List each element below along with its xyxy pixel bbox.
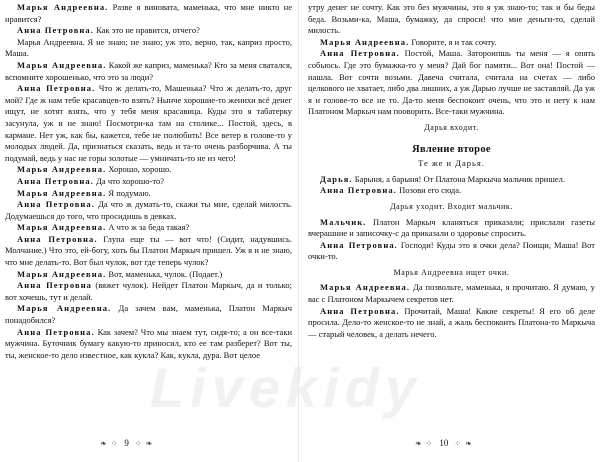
ornament-icon: ❧ ⁘ [415,438,434,448]
paragraph: Анна Петровна. Как это не нравится, отчего? [17,25,200,36]
left-page-number [100,438,153,448]
stage-direction: Дарья входит. [424,122,479,132]
page-number: 10 [439,438,449,448]
paragraph: Марья Андреевна. Я подумаю. [17,187,151,198]
paragraph: Анна Петровна. Да что хорошо-то? [17,175,165,186]
paragraph: Анна Петровна. Позови его сюда. [320,185,462,196]
paragraph: Марья Андреевна. Да позвольте, маменька, я прочитаю. Я думаю, у вас с Платоном Маркычем секретов нет. [308,282,595,305]
paragraph: Анна Петровна. Прочитай, Маша! Какие секреты! Я его об деле просила. Дело-то женское-то не знай, а жаль беспокоить Платона-то Маркыча — старый человек, а делать нечего. [308,305,595,339]
paragraph: Марья Андреевна. Я не знаю; не знаю; уж это, верно, так, каприз просто, Маша. [5,36,292,59]
paragraph: Анна Петровна. Глупа еще ты — вот что! (Сидит, надувшись. Молчание.) Что это, ей-богу, хоть бы Платон Маркыч пришел. Уж я и не знаю, что мне делать-то. Вот был чулок, вот где теперь чулок? [5,233,292,268]
paragraph: Марья Андреевна. Хорошо, хорошо. [17,164,172,175]
watermark: Livekidy [150,356,423,419]
paragraph: Мальчик. Платон Маркыч кланяться приказали; прислали газеты вчерашние и записочку-с да приказали о здоровье спросить. [308,216,595,239]
page-number: 9 [124,438,129,448]
paragraph: Анна Петровна. Как зачем? Что мы знаем тут, сидя-то; а он все-таки мужчина. Буточник бумагу какую-то приносил, кто ее там разберет? Вот ты, ты, женское-то дело известное, как кукла? Как, кукла, дура. Вот целое [5,326,292,360]
paragraph: Марья Андреевна. Какой же каприз, маменька? Кто за меня сватался, вспомните хорошенько, что это за люди? [5,59,292,82]
paragraph: Анна Петровна. Да что ж думать-то, скажи ты мне, сделай милость. Додумаешься до того, что просидишь в девках. [5,199,292,221]
ornament-icon: ❧ ⁘ [100,438,119,448]
paragraph: Анна Петровна (вяжет чулок). Нейдет Платон Маркыч, да и только; вот хочешь, тут и делай. [5,280,292,302]
right-page [308,2,595,432]
ornament-icon: ⁘ ❧ [454,438,473,448]
paragraph: Анна Петровна. Господи! Куды это я очки дела? Поищи, Маша! Вот очки-то. [308,239,595,262]
stage-direction: Дарья уходит. Входит мальчик. [390,201,513,211]
paragraph: Анна Петровна. Постой, Маша. Затороипшь ты меня — я опять собьюсь. Где это бумажка-то у меня? Дай бог памяти... Вот она! Постой — нашла. Вот сочти возьми. Давеча считала, считала на счетах — либо целкового не хватает, либо два лишних, а уж Дарью лучше не заставляй. Да уж я и голове-то все не то. Да-то меня беспокоит очень, что это и нету к нам Платоном Маркыч нам пооворить. Все-таки мужчина. [308,48,595,117]
paragraph: Марья Андреевна. Разве я виновата, маменька, что мне никто не нравится? [5,2,292,24]
paragraph: Марья Андреевна. Вот, маменька, чулок. (Подает.) [17,268,223,279]
paragraph: утру денег не сочту. Как это без мужчины, это я уж знаю-то; так и бы беды беда. Возьми-ка, Маша, бумажку, да спроси! что мне деньги-то, сделай милость. [308,2,595,36]
paragraph: Марья Андреевна. А что ж за беда такая? [17,222,190,233]
paragraph: Дарья. Барыня, а барыня! От Платона Маркыча мальчик пришел. [320,173,566,184]
scene-cast: Те же и Дарья. [418,158,485,169]
paragraph: Анна Петровна. Что ж делать-то, Машенька? Что ж делать-то, друг мой? Где ж нам тебе красавцев-то взять? Нынче хорошие-то женихи всё денег ищут, не хотят взять, что у тебя меня красавица. Куды это я табатерку засунула, уж и не знаю! Посмотри-ка там на столике... Постой, здесь, в кармане. Нет уж, как бы, кажется, тебе не полюбить! Все ветер в голове-то у молодых людей. Да, признаться сказать, ведь и та-то очень разборчива. А ты подумай, ведь у нас не горы золотые — умничать-то не из чего! [5,83,292,163]
scene-title: Явление второе [412,143,491,155]
paragraph: Марья Андреевна. Говорите, я и так сочту. [320,36,497,47]
stage-direction: Марья Андреевна ищет очки. [393,267,510,277]
left-page [5,2,292,432]
ornament-icon: ⁘ ❧ [134,438,154,448]
right-page-number [415,438,473,448]
paragraph: Марья Андреевна. Да зачем вам, маменька, Платон Маркыч понадобился? [5,303,292,326]
book-gutter [298,0,299,462]
